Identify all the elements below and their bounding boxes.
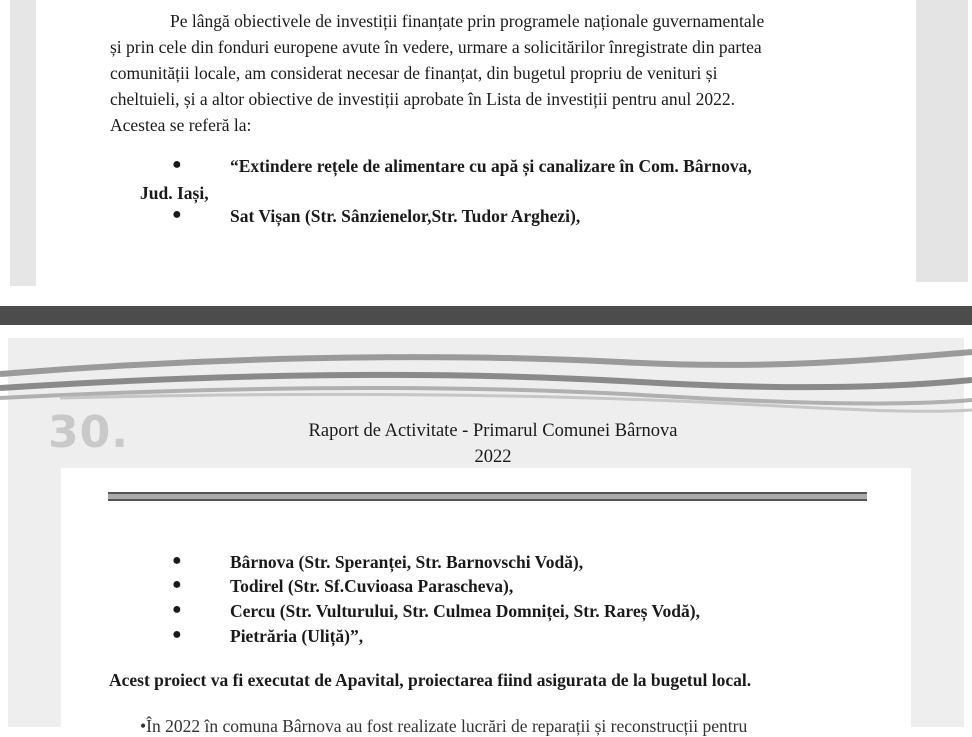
paragraph-line: comunității locale, am considerat necesar de finanțat, din bugetul propriu de venituri și (110, 63, 718, 83)
top-page (0, 0, 972, 300)
page-number: 30. (48, 407, 129, 458)
conclusion-text: Acest proiect va fi executat de Apavital, proiectarea fiind asigurata de la bugetul local. (109, 670, 752, 690)
bullet-dot-icon: ● (172, 156, 182, 173)
list-item-text: Todirel (Str. Sf.Cuvioasa Parascheva), (230, 576, 514, 596)
list-item-text: Sat Vișan (Str. Sânzienelor,Str. Tudor Arghezi), (230, 206, 581, 226)
bullet-dot-icon: ● (172, 601, 182, 618)
paragraph-line: Pe lângă obiectivele de investiții finanțate prin programele naționale guvernamentale (170, 11, 765, 31)
list-item-text: “Extindere rețele de alimentare cu apă și canalizare în Com. Bârnova, (230, 156, 752, 176)
bullet-dot-icon: ● (172, 206, 182, 223)
list-item-continuation: Jud. Iași, (140, 183, 209, 203)
cutoff-paragraph: •În 2022 în comuna Bârnova au fost realizate lucrări de reparații și reconstrucții pentru (140, 716, 748, 736)
page-header (263, 418, 723, 470)
list-item-text: Cercu (Str. Vulturului, Str. Culmea Domniței, Str. Rareș Vodă), (230, 601, 700, 621)
page-divider (0, 306, 972, 325)
paragraph-line: și prin cele din fonduri europene avute în vedere, urmare a solicitărilor înregistrate din partea (110, 37, 762, 57)
report-year: 2022 (474, 447, 512, 467)
list-item-text: Bârnova (Str. Speranței, Str. Barnovschi Vodă), (230, 552, 584, 572)
list-item-text: Pietrăria (Uliță)”, (230, 626, 364, 646)
intro-paragraph (110, 8, 868, 138)
bullet-dot-icon: ● (172, 552, 182, 569)
header-rule (108, 492, 867, 501)
bullet-dot-icon: ● (172, 576, 182, 593)
bullet-dot-icon: ● (172, 626, 182, 643)
left-scan-margin (10, 0, 36, 286)
paragraph-line: Acestea se referă la: (110, 115, 252, 135)
paragraph-line: cheltuieli, și a altor obiective de investiții aprobate în Lista de investiții pentru anul 2022. (110, 89, 735, 109)
right-scan-margin (916, 0, 968, 282)
decorative-waves (0, 340, 972, 420)
report-title: Raport de Activitate - Primarul Comunei Bârnova (308, 421, 678, 441)
